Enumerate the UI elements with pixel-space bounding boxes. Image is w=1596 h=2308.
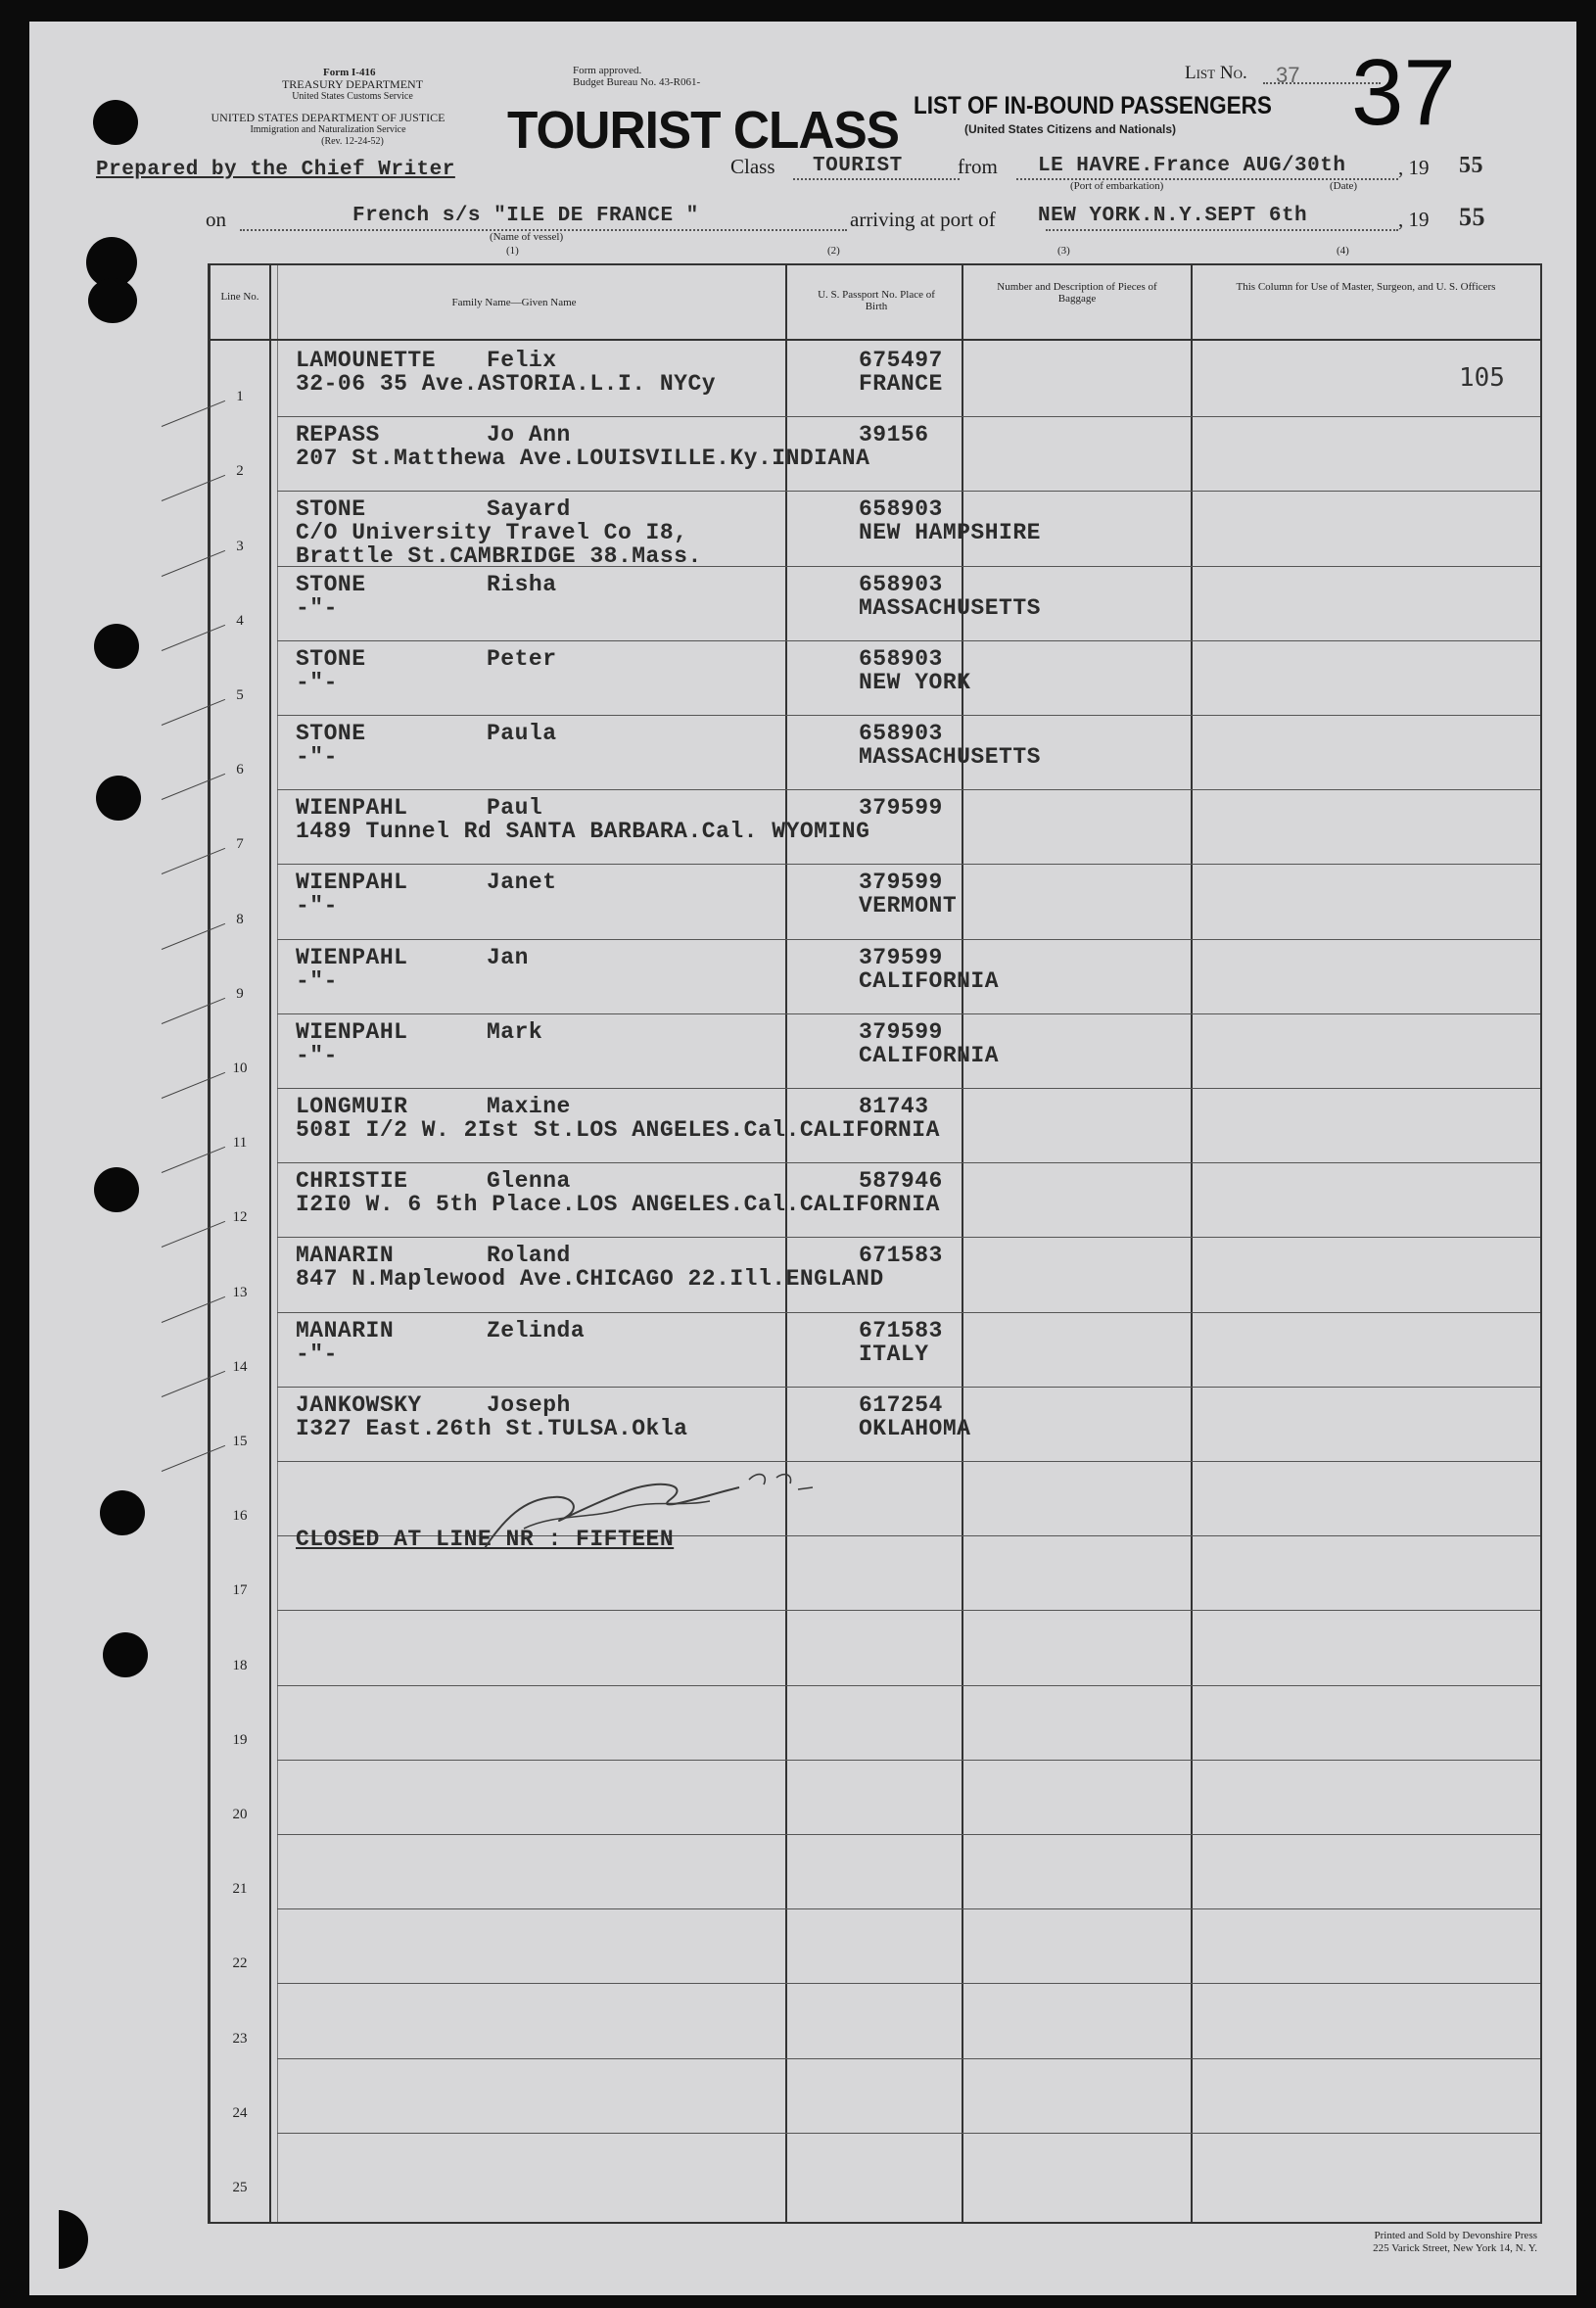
address: 847 N.Maplewood Ave.CHICAGO 22.Ill.ENGLAND <box>296 1266 884 1293</box>
col-officers-header: This Column for Use of Master, Surgeon, and U. S. Officers <box>1236 281 1496 293</box>
on-label: on <box>206 208 226 231</box>
officer-note: 105 <box>1459 363 1505 393</box>
check-tick <box>162 922 225 949</box>
class-dots <box>793 178 960 180</box>
row-rule <box>277 1834 1540 1835</box>
arriving-label: arriving at port of <box>850 208 996 231</box>
col-divider <box>785 265 787 2222</box>
family-name: MANARIN <box>296 1317 395 1343</box>
from-value: LE HAVRE.France AUG/30th <box>1038 155 1346 177</box>
col-baggage-header: Number and Description of Pieces of Baggage <box>997 281 1157 305</box>
year-from: 55 <box>1459 153 1483 178</box>
check-tick <box>162 848 225 874</box>
line-number: 12 <box>232 1209 248 1226</box>
from-label: from <box>958 155 998 178</box>
family-name: STONE <box>296 721 366 746</box>
year-to: 55 <box>1459 203 1485 231</box>
line-number: 16 <box>232 1508 248 1525</box>
family-name: WIENPAHL <box>296 870 408 896</box>
given-name: Glenna <box>487 1168 571 1195</box>
dept-line-3: UNITED STATES DEPARTMENT OF JUSTICE <box>211 111 446 124</box>
binder-hole <box>96 776 141 821</box>
place-of-birth: CALIFORNIA <box>859 1042 1000 1068</box>
line-number: 25 <box>232 2180 248 2195</box>
family-name: LONGMUIR <box>296 1094 408 1119</box>
given-name: Maxine <box>487 1094 571 1119</box>
given-name: Mark <box>487 1018 543 1045</box>
address: -"- <box>296 594 338 621</box>
col3-caption: (3) <box>1057 245 1070 257</box>
check-tick <box>162 998 225 1024</box>
given-name: Zelinda <box>487 1317 586 1343</box>
given-name: Janet <box>487 870 557 896</box>
check-tick <box>162 1445 225 1472</box>
family-name: JANKOWSKY <box>296 1391 422 1418</box>
family-name: WIENPAHL <box>296 944 408 970</box>
binder-hole <box>59 2210 88 2269</box>
approval-line-1: Form approved. <box>573 65 642 76</box>
dept-line-2: United States Customs Service <box>292 91 413 102</box>
check-tick <box>162 1072 225 1099</box>
row-rule <box>277 416 1540 417</box>
row-rule <box>277 1685 1540 1686</box>
check-tick <box>162 699 225 726</box>
address: 508I I/2 W. 2Ist St.LOS ANGELES.Cal.CALIFORNIA <box>296 1117 940 1143</box>
row-rule <box>277 864 1540 865</box>
family-name: REPASS <box>296 422 380 448</box>
given-name: Risha <box>487 571 557 597</box>
passport-number: 379599 <box>859 795 943 822</box>
row-rule <box>277 1387 1540 1388</box>
col-line-header: Line No. <box>220 291 259 303</box>
passport-number: 675497 <box>859 348 943 373</box>
address: I2I0 W. 6 5th Place.LOS ANGELES.Cal.CALIFORNIA <box>296 1192 940 1218</box>
row-rule <box>277 1088 1540 1089</box>
check-tick <box>162 625 225 651</box>
line-number: 14 <box>232 1358 248 1375</box>
address: -"- <box>296 669 338 695</box>
class-value: TOURIST <box>813 155 903 177</box>
col-divider <box>277 265 278 2222</box>
line-number: 20 <box>232 1807 248 1822</box>
col-divider <box>962 265 963 2222</box>
row-rule <box>277 715 1540 716</box>
list-number-struck: 37 <box>1276 63 1300 87</box>
given-name: Peter <box>487 645 557 672</box>
arrival-value: NEW YORK.N.Y.SEPT 6th <box>1038 205 1308 227</box>
dept-line-1: TREASURY DEPARTMENT <box>281 77 424 91</box>
line-number: 13 <box>232 1284 248 1300</box>
header-rule <box>211 339 1540 341</box>
port-embark-caption: (Port of embarkation) <box>1070 180 1164 192</box>
vessel-caption: (Name of vessel) <box>490 231 564 243</box>
family-name: STONE <box>296 496 366 523</box>
prepared-by: Prepared by the Chief Writer <box>96 159 455 181</box>
vessel-name: French s/s "ILE DE FRANCE " <box>352 205 699 227</box>
form-subtitle: (United States Citizens and Nationals) <box>964 122 1177 136</box>
check-tick <box>162 1371 225 1397</box>
given-name: Sayard <box>487 496 571 523</box>
passport-number: 658903 <box>859 721 943 746</box>
passport-number: 379599 <box>859 944 943 970</box>
col-passport-header: U. S. Passport No. Place of Birth <box>818 289 935 312</box>
dept-line-4: Immigration and Naturalization Service <box>250 124 406 135</box>
address: C/O University Travel Co I8, <box>296 520 688 546</box>
row-rule <box>277 1237 1540 1238</box>
approval-line-2: Budget Bureau No. 43-R061- <box>573 76 701 88</box>
passport-number: 658903 <box>859 645 943 672</box>
given-name: Paul <box>487 795 543 822</box>
line-number: 22 <box>232 1955 248 1972</box>
line-number: 3 <box>236 538 244 554</box>
place-of-birth: MASSACHUSETTS <box>859 594 1041 621</box>
address: I327 East.26th St.TULSA.Okla <box>296 1415 688 1441</box>
check-tick <box>162 549 225 576</box>
arrival-dots <box>1046 229 1398 231</box>
family-name: STONE <box>296 571 366 597</box>
address: -"- <box>296 893 338 919</box>
given-name: Felix <box>487 348 557 373</box>
row-rule <box>277 939 1540 940</box>
list-label: List No. <box>1185 63 1247 83</box>
row-rule <box>277 1760 1540 1761</box>
place-of-birth: CALIFORNIA <box>859 967 1000 994</box>
family-name: CHRISTIE <box>296 1168 408 1195</box>
row-rule <box>277 491 1540 492</box>
year-prefix-to: , 19 <box>1398 208 1430 231</box>
line-number: 23 <box>232 2030 248 2047</box>
binder-hole <box>88 278 137 323</box>
dept-line-5: (Rev. 12-24-52) <box>321 136 384 147</box>
tourist-class-stamp: TOURIST CLASS <box>507 101 899 160</box>
address: -"- <box>296 744 338 770</box>
check-tick <box>162 1221 225 1248</box>
check-tick <box>162 1295 225 1322</box>
family-name: LAMOUNETTE <box>296 348 437 373</box>
family-name: WIENPAHL <box>296 795 408 822</box>
row-rule <box>277 1610 1540 1611</box>
binder-hole <box>100 1490 145 1535</box>
line-number: 4 <box>236 612 244 629</box>
check-tick <box>162 475 225 501</box>
line-number: 8 <box>236 911 244 927</box>
place-of-birth: VERMONT <box>859 893 958 919</box>
row-rule <box>277 2133 1540 2134</box>
line-number: 6 <box>236 762 244 778</box>
place-of-birth: MASSACHUSETTS <box>859 744 1041 770</box>
line-number: 9 <box>236 985 244 1002</box>
passport-number: 587946 <box>859 1168 943 1195</box>
place-of-birth: NEW YORK <box>859 669 971 695</box>
passport-number: 39156 <box>859 422 929 448</box>
address: 207 St.Matthewa Ave.LOUISVILLE.Ky.INDIANA <box>296 446 870 472</box>
passport-number: 671583 <box>859 1243 943 1269</box>
passport-number: 379599 <box>859 1018 943 1045</box>
check-tick <box>162 1147 225 1173</box>
check-tick <box>162 774 225 800</box>
col2-caption: (2) <box>827 245 840 257</box>
row-rule <box>277 1312 1540 1313</box>
family-name: WIENPAHL <box>296 1018 408 1045</box>
manifest-page <box>29 22 1576 2295</box>
given-name: Jan <box>487 944 529 970</box>
passport-number: 658903 <box>859 496 943 523</box>
form-title: LIST OF IN-BOUND PASSENGERS <box>914 92 1272 119</box>
binder-hole <box>93 100 138 145</box>
row-rule <box>277 640 1540 641</box>
form-number: Form I-416 <box>323 67 376 78</box>
address: 32-06 35 Ave.ASTORIA.L.I. NYCy <box>296 371 717 397</box>
row-rule <box>277 1983 1540 1984</box>
address: -"- <box>296 1042 338 1068</box>
passport-number: 379599 <box>859 870 943 896</box>
class-label: Class <box>730 155 775 178</box>
given-name: Roland <box>487 1243 571 1269</box>
row-rule <box>277 2058 1540 2059</box>
line-number: 18 <box>232 1657 248 1673</box>
place-of-birth: FRANCE <box>859 371 943 397</box>
given-name: Jo Ann <box>487 422 571 448</box>
line-number: 19 <box>232 1731 248 1748</box>
address: 1489 Tunnel Rd SANTA BARBARA.Cal. WYOMING <box>296 819 870 845</box>
passport-number: 671583 <box>859 1317 943 1343</box>
address-line-2: Brattle St.CAMBRIDGE 38.Mass. <box>296 543 702 570</box>
family-name: MANARIN <box>296 1243 395 1269</box>
passport-number: 81743 <box>859 1094 929 1119</box>
list-number: 37 <box>1351 40 1456 145</box>
row-rule <box>277 1908 1540 1909</box>
col1-caption: (1) <box>506 245 519 257</box>
col-divider <box>269 265 271 2222</box>
address: -"- <box>296 1341 338 1367</box>
line-number: 15 <box>232 1434 248 1449</box>
line-number: 1 <box>236 389 244 405</box>
given-name: Paula <box>487 721 557 746</box>
place-of-birth: OKLAHOMA <box>859 1415 971 1441</box>
binder-hole <box>94 1167 139 1212</box>
row-rule <box>277 789 1540 790</box>
check-tick <box>162 400 225 427</box>
address: -"- <box>296 967 338 994</box>
passport-number: 658903 <box>859 571 943 597</box>
line-number: 24 <box>232 2104 248 2121</box>
line-number: 7 <box>236 836 244 853</box>
line-number: 11 <box>232 1135 248 1152</box>
binder-hole <box>94 624 139 669</box>
passport-number: 617254 <box>859 1391 943 1418</box>
place-of-birth: ITALY <box>859 1341 929 1367</box>
place-of-birth: NEW HAMPSHIRE <box>859 520 1041 546</box>
passenger-table <box>208 263 1542 2224</box>
line-number: 21 <box>232 1881 248 1898</box>
row-rule <box>277 1013 1540 1014</box>
line-number: 5 <box>236 687 244 703</box>
signature-mark <box>465 1460 818 1558</box>
line-number: 17 <box>232 1582 248 1599</box>
given-name: Joseph <box>487 1391 571 1418</box>
year-prefix-from: , 19 <box>1398 156 1430 179</box>
col-divider <box>1191 265 1193 2222</box>
line-number: 2 <box>236 463 244 480</box>
printer-line-2: 225 Varick Street, New York 14, N. Y. <box>1373 2242 1537 2254</box>
row-rule <box>277 1162 1540 1163</box>
col-name-header: Family Name—Given Name <box>451 297 577 308</box>
col4-caption: (4) <box>1337 245 1349 257</box>
binder-hole <box>103 1632 148 1677</box>
printer-line-1: Printed and Sold by Devonshire Press <box>1374 2230 1537 2241</box>
date-caption: (Date) <box>1330 180 1358 192</box>
closing-statement: CLOSED AT LINE NR : FIFTEEN <box>296 1527 675 1552</box>
family-name: STONE <box>296 645 366 672</box>
line-number: 10 <box>232 1060 248 1076</box>
